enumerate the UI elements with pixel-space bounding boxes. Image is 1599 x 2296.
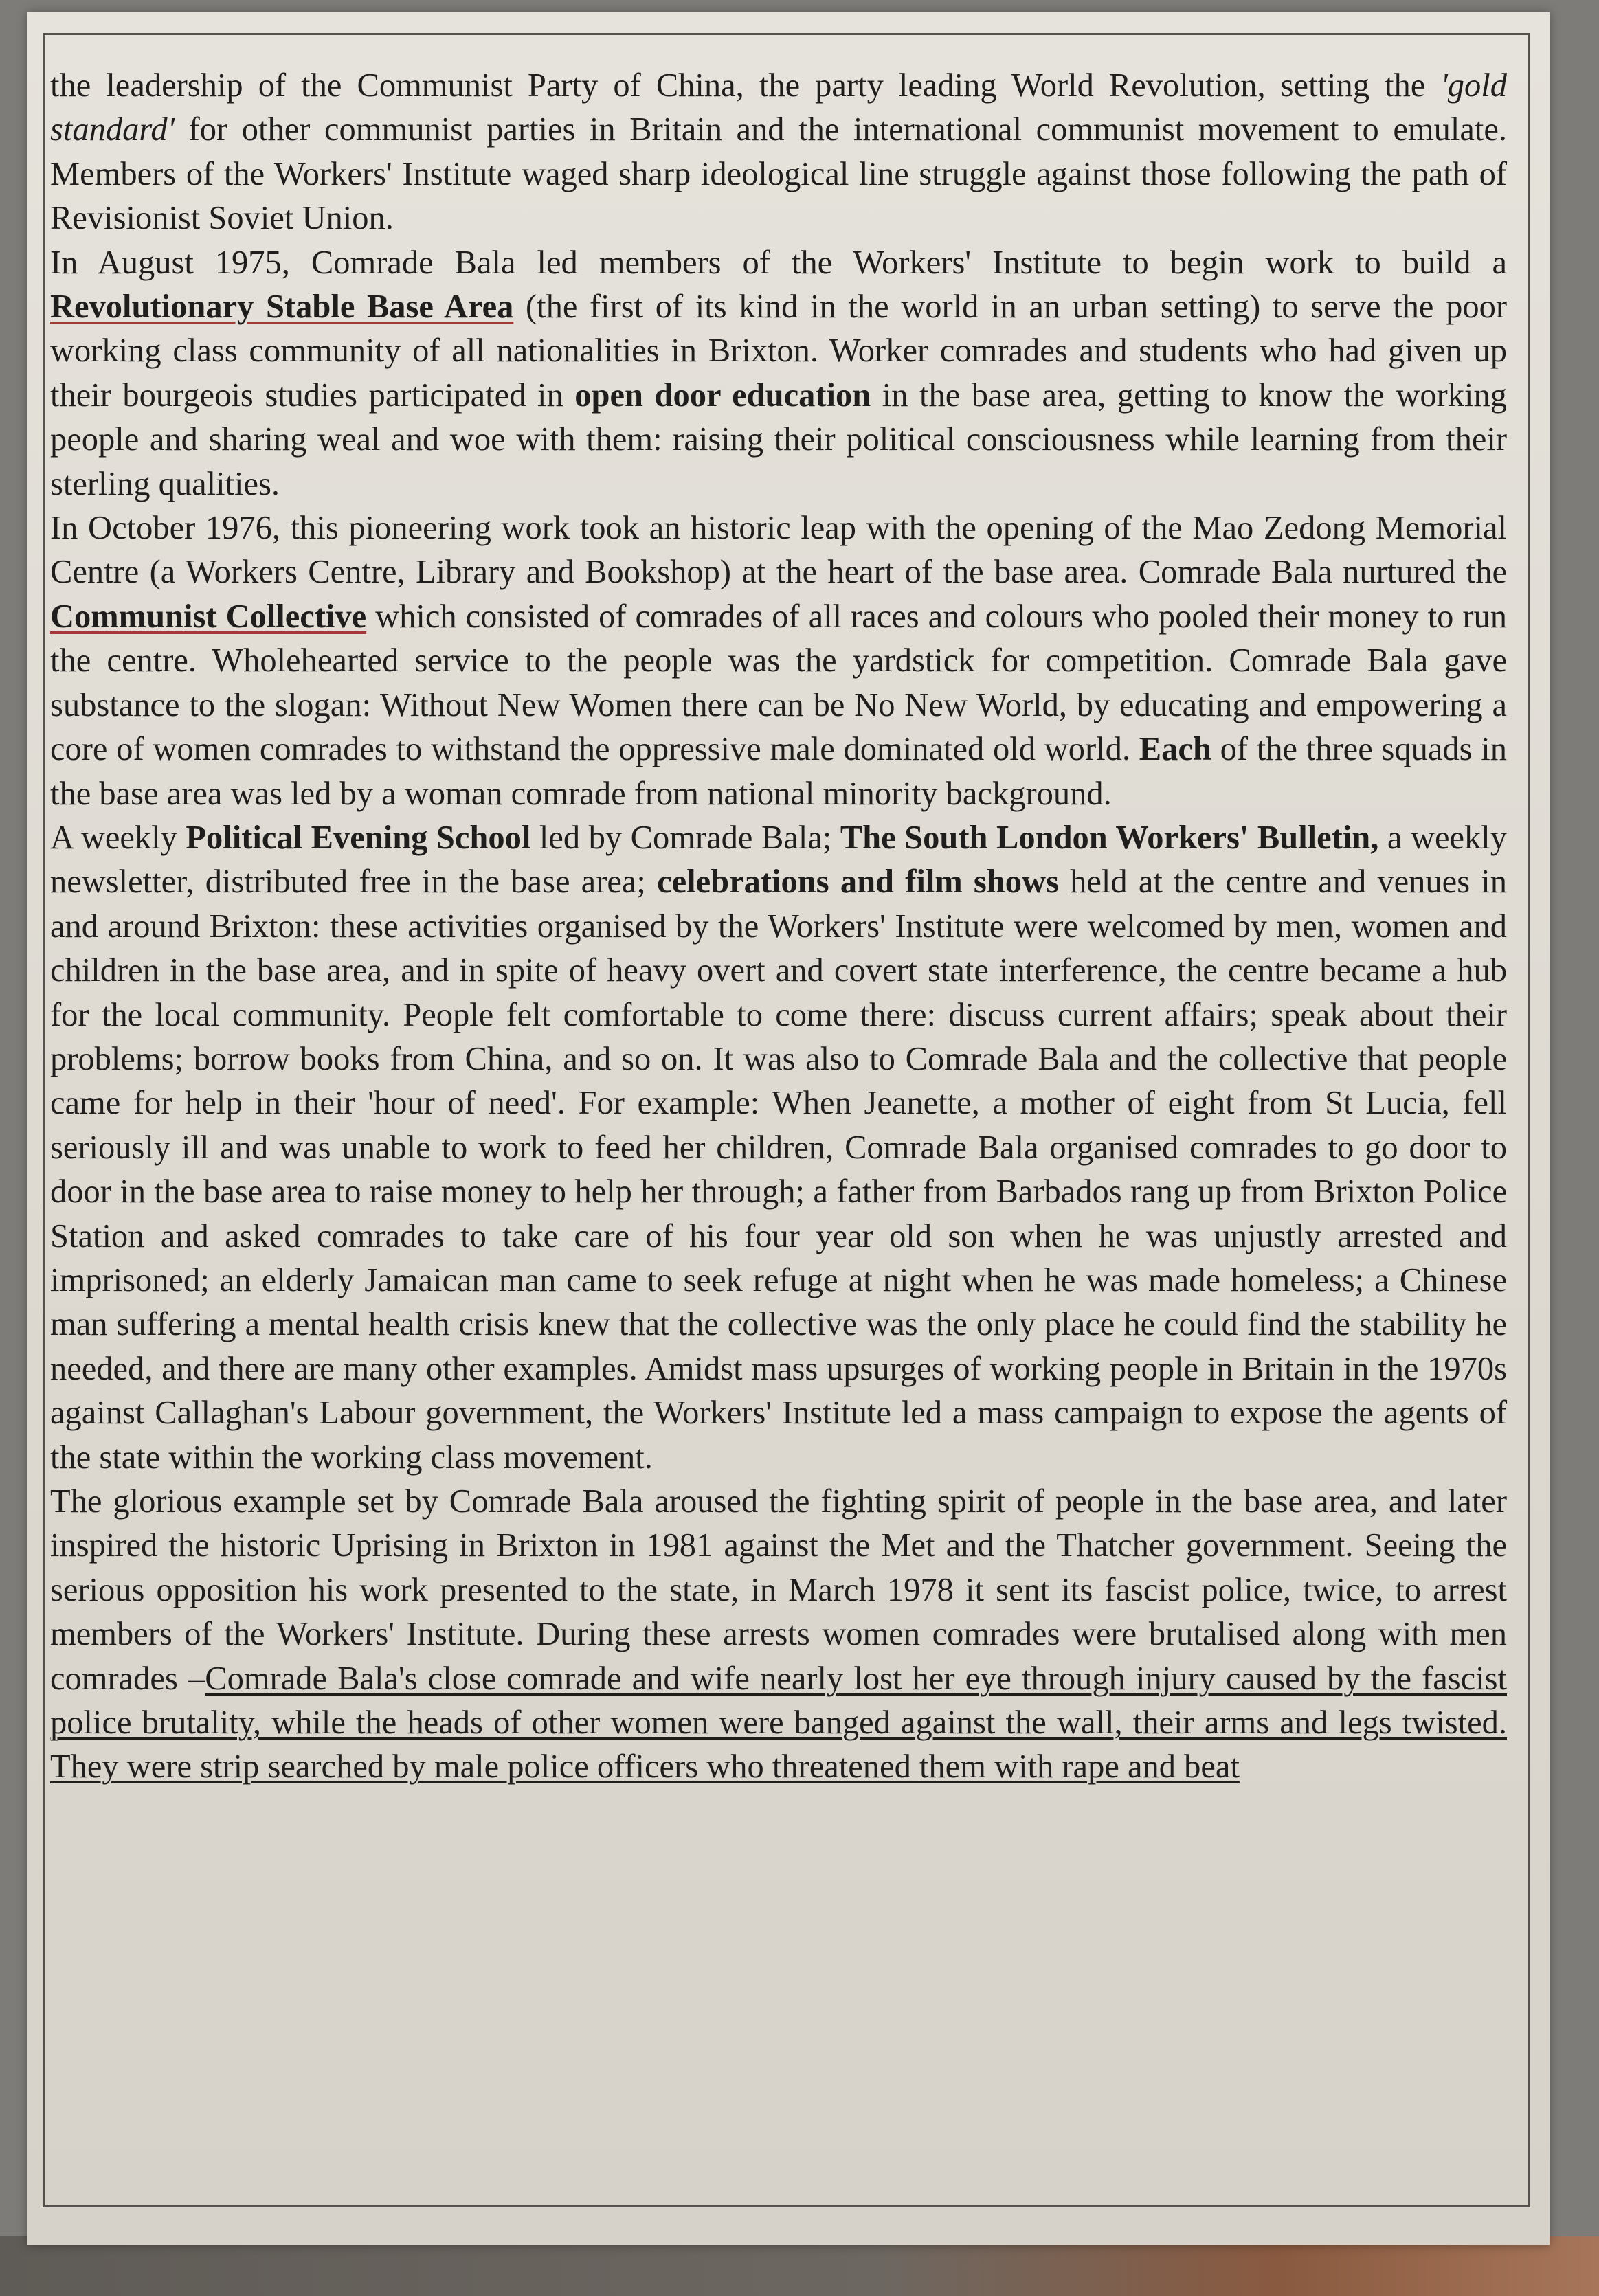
text-run: led by Comrade Bala; [530, 819, 840, 856]
text-run: In August 1975, Comrade Bala led members of the Workers' Institute to begin work to build a [50, 244, 1507, 281]
italic-phrase: 'gold standard' [50, 67, 1507, 148]
text-run: a weekly newsletter, distributed free in the base area; [50, 819, 1507, 901]
paragraph [50, 816, 1507, 1480]
underlined-phrase: Communist Collective [50, 598, 367, 635]
text-run: for other communist parties in Britain and the international communist movement to emulate. Members of the Workers' Institute waged sharp ideological line struggle against those following the path of Revisionist Soviet Union. [50, 111, 1507, 237]
text-run: In October 1976, this pioneering work took an historic leap with the opening of the Mao Zedong Memorial Centre (a Workers Centre, Library and Bookshop) at the heart of the base area. Comrade Bala nurtured the [50, 510, 1507, 591]
document-page [27, 12, 1550, 2245]
paragraph [50, 64, 1507, 241]
text-run: which consisted of comrades of all races and colours who pooled their money to run the centre. Wholehearted service to the people was the yardstick for competition. Comrade Bala gave substance to the slogan: Without New Women there can be No New World, by educating and empowering a core of women comrades to withstand the oppressive male dominated old world. [50, 598, 1507, 768]
body-text [50, 64, 1507, 1790]
bold-phrase: open door education [574, 376, 871, 414]
paragraph [50, 1480, 1507, 1790]
bold-phrase: celebrations and film shows [657, 864, 1059, 901]
text-run: held at the centre and venues in and around Brixton: these activities organised by the Workers' Institute were welcomed by men, women and children in the base area, and in spite of heavy overt and covert state interference, the centre became a hub for the local community. People felt comfortable to come there: discuss current affairs; speak about their problems; borrow books from China, and so on. It was also to Comrade Bala and the collective that people came for help in their 'hour of need'. For example: When Jeanette, a mother of eight from St Lucia, fell seriously ill and was unable to work to feed her children, Comrade Bala organised comrades to go door to door in the base area to raise money to help her through; a father from Barbados rang up from Brixton Police Station and asked comrades to take care of his four year old son when he was unjustly arrested and imprisoned; an elderly Jamaican man came to seek refuge at night when he was made homeless; a Chinese man suffering a mental health crisis knew that the collective was the only place he could find the stability he needed, and there are many other examples. Amidst mass upsurges of working people in Britain in the 1970s against Callaghan's Labour government, the Workers' Institute led a mass campaign to expose the agents of the state within the working class movement. [50, 864, 1508, 1476]
text-run: in the base area, getting to know the working people and sharing weal and woe with them: raising their political consciousness while learning from their sterling qualities. [50, 376, 1507, 502]
table-surface [0, 2236, 1599, 2296]
text-run: of the three squads in the base area was led by a woman comrade from national minority background. [50, 731, 1507, 812]
text-run: (the first of its kind in the world in an urban setting) to serve the poor working class community of all nationalities in Brixton. Worker comrades and students who had given up their bourgeois studies participated in [50, 289, 1507, 414]
bold-phrase: Each [1139, 731, 1211, 768]
underlined-phrase: Revolutionary Stable Base Area [50, 289, 514, 326]
bold-phrase: Political Evening School [186, 819, 531, 856]
text-run: A weekly [50, 819, 186, 856]
text-run: the leadership of the Communist Party of China, the party leading World Revolution, setting the [50, 67, 1441, 104]
text-run: The glorious example set by Comrade Bala aroused the fighting spirit of people in the base area, and later inspired the historic Uprising in Brixton in 1981 against the Met and the Thatcher government. Seeing the serious opposition his work presented to the state, in March 1978 it sent its fascist police, twice, to arrest members of the Workers' Institute. During these arrests women comrades were brutalised along with men comrades – [50, 1483, 1507, 1697]
paragraph [50, 506, 1507, 816]
underlined-phrase: Comrade Bala's close comrade and wife nearly lost her eye through injury caused by the fascist police brutality, while the heads of other women were banged against the wall, their arms and legs twisted. They were strip searched by male police officers who threatened them with rape and beat [50, 1660, 1507, 1786]
paragraph [50, 241, 1507, 506]
bold-phrase: The South London Workers' Bulletin, [840, 819, 1379, 856]
